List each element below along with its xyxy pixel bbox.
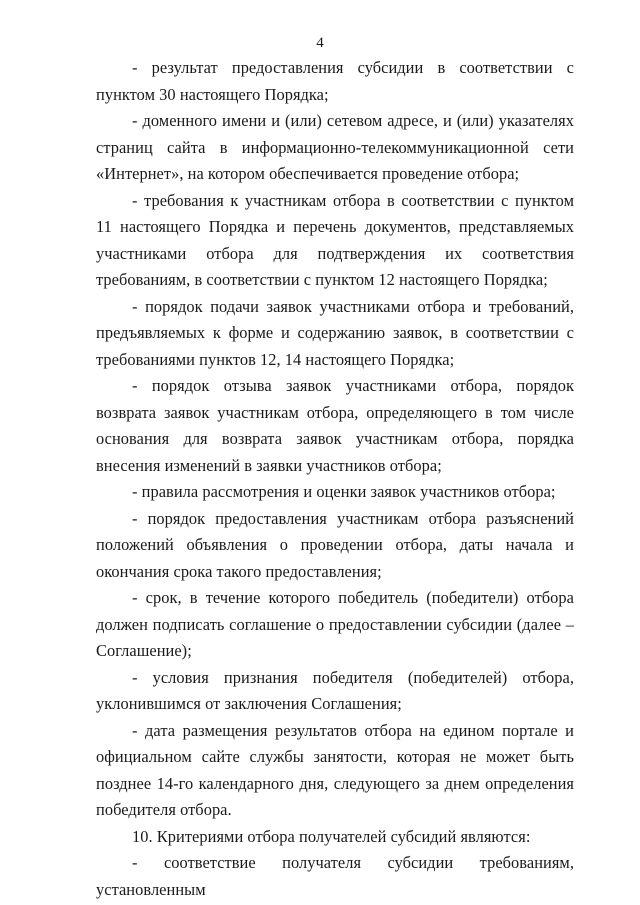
paragraph-participant-requirements: - требования к участникам отбора в соответствии с пунктом 11 настоящего Порядка и перечень документов, представляемых участниками отбора для подтверждения их соответствия требованиям, в соответствии с пунктом 12 настоящего Порядка;: [96, 190, 574, 289]
paragraph-clarifications: - порядок предоставления участникам отбора разъяснений положений объявления о проведении отбора, даты начала и окончания срока такого предоставления;: [96, 508, 574, 581]
paragraph-application-withdrawal: - порядок отзыва заявок участниками отбора, порядок возврата заявок участникам отбора, определяющего в том числе основания для возврата заявок участникам отбора, порядка внесения изменений в заявки участников отбора;: [96, 376, 574, 475]
paragraph-evasion-conditions: - условия признания победителя (победителей) отбора, уклонившимся от заключения Соглашения;: [96, 667, 574, 713]
paragraph-domain-name: - доменного имени и (или) сетевом адресе, и (или) указателях страниц сайта в информационно-телекоммуникационной сети «Интернет», на котором обеспечивается проведение отбора;: [96, 111, 574, 183]
paragraph-evaluation-rules: - правила рассмотрения и оценки заявок участников отбора;: [132, 482, 556, 501]
paragraph-signing-deadline: - срок, в течение которого победитель (победители) отбора должен подписать соглашение о предоставлении субсидии (далее – Соглашение);: [96, 588, 574, 660]
paragraph-results-publication: - дата размещения результатов отбора на едином портале и официальном сайте службы занятости, которая не может быть позднее 14-го календарного дня, следующего за днем определения победителя отбора.: [96, 720, 574, 819]
paragraph-selection-criteria: 10. Критериями отбора получателей субсидий являются:: [132, 826, 531, 846]
page-number: 4: [316, 35, 324, 51]
document-body: [96, 55, 574, 903]
paragraph-subsidy-result: - результат предоставления субсидии в соответствии с пунктом 30 настоящего Порядка;: [96, 58, 574, 104]
paragraph-application-procedure: - порядок подачи заявок участниками отбора и требований, предъявляемых к форме и содержанию заявок, в соответствии с требованиями пунктов 12, 14 настоящего Порядка;: [96, 296, 574, 369]
paragraph-recipient-compliance: - соответствие получателя субсидии требованиям, установленным: [96, 853, 574, 899]
